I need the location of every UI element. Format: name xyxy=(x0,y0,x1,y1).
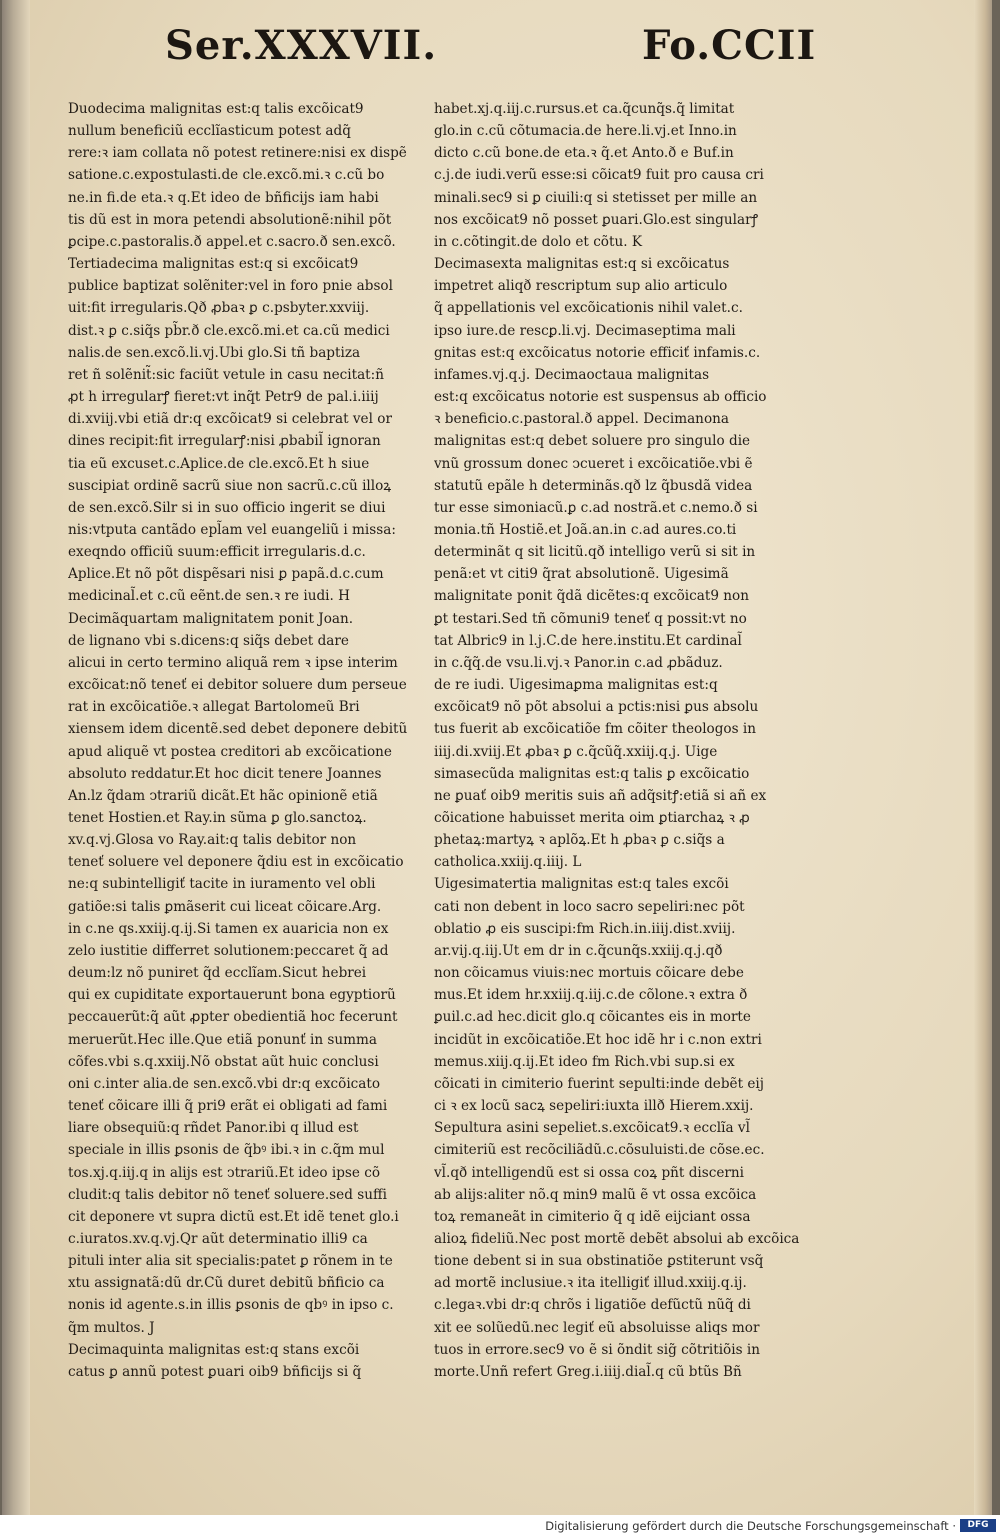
text-line: tenet Hostien.et Ray.in sũma ꝑ glo.sanctoꝝ. xyxy=(68,810,367,826)
digitization-footer xyxy=(0,1515,1000,1536)
text-line: nos excõicat9 nõ posset ꝑuari.Glo.est singularꝭ xyxy=(434,211,759,228)
running-head: Ser.XXXVII. xyxy=(165,22,438,69)
text-line: de lignano vbi s.dicens:q siq̃s debet dare xyxy=(68,632,349,649)
text-line: di.xviij.vbi etiã dr:q excõicat9 si celebrat vel or xyxy=(68,411,392,428)
text-line: de sen.excõ.Silr si in suo officio ingerit se diui xyxy=(68,499,386,516)
text-line: cõfes.vbi s.q.xxiij.Nõ obstat aũt huic conclusi xyxy=(68,1053,379,1070)
text-line: ne:q subintelligiť tacite in iuramento vel obli xyxy=(68,876,376,893)
text-line: Tertiadecima malignitas est:q si excõicat9 xyxy=(68,256,359,273)
text-line: tia eũ excuset.c.Aplice.de cle.excõ.Et h siue xyxy=(68,455,370,472)
text-line: publice baptizat solẽniter:vel in foro pnie absol xyxy=(68,278,393,295)
text-line: infames.vj.q.j. Decimaoctaua malignitas xyxy=(434,366,710,383)
text-line: c.j.de iudi.verũ esse:si cõicat9 fuit pro causa cri xyxy=(434,167,764,184)
text-line: malignitas est:q debet soluere pro singulo die xyxy=(434,433,751,450)
text-line: apud aliquẽ vt postea creditori ab excõicatione xyxy=(68,743,392,760)
text-line: memus.xiij.q.ij.Et ideo fm Rich.vbi sup.si ex xyxy=(434,1053,735,1070)
text-line: oni c.inter alia.de sen.excõ.vbi dr:q excõicato xyxy=(68,1075,381,1092)
text-line: ab alijs:aliter nõ.q min9 malũ ẽ vt ossa excõica xyxy=(434,1186,757,1203)
text-line: xiensem idem dicentẽ.sed debet deponere debitũ xyxy=(68,721,408,738)
book-page xyxy=(2,0,992,1515)
text-line: cati non debent in loco sacro sepeliri:nec põt xyxy=(434,898,745,915)
text-line: tuos in errore.sec9 vo ẽ si õndit sig̃ cõtritiõis in xyxy=(434,1341,760,1358)
text-line: monia.tñ Hostiẽ.et Joã.an.in c.ad aures.co.ti xyxy=(434,521,737,538)
text-line: tione debent si in sua obstinatiõe ꝑstiterunt vsq̃ xyxy=(434,1253,764,1270)
text-line: phetaꝝ:martyꝝ ꝛ aplõꝝ.Et h ꝓbaꝛ ꝑ c.siq̃s a xyxy=(434,832,725,849)
text-line: ipso iure.de rescꝑ.li.vj. Decimaseptima mali xyxy=(434,322,736,339)
binding-gutter xyxy=(2,0,30,1515)
text-line: simasecũda malignitas est:q talis ꝑ excõicatio xyxy=(434,765,750,782)
text-line: cimiteriũ est recõciliãdũ.c.cõsuluisti.de cõse.ec. xyxy=(434,1142,765,1159)
text-line: in c.q̃q̃.de vsu.li.vj.ꝛ Panor.in c.ad ꝓbãduz. xyxy=(434,654,723,671)
text-line: rat in excõicatiõe.ꝛ allegat Bartolomeũ Bri xyxy=(68,699,360,716)
text-line: excõicat:nõ teneť ei debitor soluere dum perseue xyxy=(68,677,407,694)
text-line: glo.in c.cũ cõtumacia.de here.li.vj.et Inno.in xyxy=(434,123,737,140)
text-line: ꝑuil.c.ad hec.dicit glo.q cõicantes eis in morte xyxy=(434,1009,751,1026)
text-line: dicto c.cũ bone.de eta.ꝛ q̃.et Anto.ð e Buf.in xyxy=(434,145,734,162)
text-line: non cõicamus viuis:nec mortuis cõicare debe xyxy=(434,965,744,982)
text-line: meruerũt.Hec ille.Que etiã ponunť in summa xyxy=(68,1031,378,1048)
text-line: excõicat9 nõ põt absolui a pctis:nisi ꝑus absolu xyxy=(434,699,759,716)
text-line: impetret aliqð rescriptum sup alio articulo xyxy=(434,278,728,295)
text-line: tos.xj.q.iij.q in alijs est ↄtrariũ.Et ideo ipse cõ xyxy=(68,1164,381,1181)
text-line: medicinal̃.et c.cũ eẽnt.de sen.ꝛ re iudi. H xyxy=(68,588,350,605)
text-line: qui ex cupiditate exportauerunt bona egyptiorũ xyxy=(68,987,396,1004)
text-line: nonis id agente.s.in illis ꝑsonis de qbꝰ in ipso c. xyxy=(68,1297,394,1314)
text-line: est:q excõicatus notorie est suspensus ab officio xyxy=(434,389,767,406)
text-line: minali.sec9 si ꝑ ciuili:q si stetisset per mille an xyxy=(434,189,758,206)
text-line: ad mortẽ inclusiue.ꝛ ita itelligiť illud.xxiij.q.ij. xyxy=(434,1275,747,1292)
text-line: cõicati in cimiterio fuerint sepulti:inde debẽt eij xyxy=(434,1075,764,1092)
text-line: cludit:q talis debitor nõ teneť soluere.sed suffi xyxy=(68,1186,387,1203)
text-line: Duodecima malignitas est:q talis excõicat9 xyxy=(68,101,364,117)
text-line: dines recipit:fit irregularꝭ:nisi ꝓbabil̃ ignoran xyxy=(68,433,381,450)
text-line: cit deponere vt supra dictũ est.Et idẽ tenet glo.i xyxy=(68,1208,399,1225)
right-text-column xyxy=(434,98,829,1383)
text-line: tis dũ est in mora petendi absolutionẽ:nihil põt xyxy=(68,211,392,228)
text-line: Aplice.Et nõ põt dispẽsari nisi ꝑ papã.d.c.cum xyxy=(68,566,384,583)
text-line: tus fuerit ab excõicatiõe fm cõiter theologos in xyxy=(434,721,757,738)
text-line: penã:et vt citi9 q̃rat absolutionẽ. Uigesimã xyxy=(434,566,729,583)
text-line: ꝛ beneficio.c.pastoral.ð appel. Decimanona xyxy=(434,411,729,428)
text-line: vl̃.qð intelligendũ est si ossa coꝝ pñt discerni xyxy=(434,1164,744,1181)
text-line: determinãt q sit licitũ.qð intelligo verũ si sit in xyxy=(434,544,756,561)
text-line: malignitate ponit q̃dã dicẽtes:q excõicat9 non xyxy=(434,588,749,605)
text-line: zelo iustitie differret solutionem:peccaret q̃ ad xyxy=(68,942,389,959)
text-line: q̃ appellationis vel excõicationis nihil valet.c. xyxy=(434,300,743,317)
text-line: liare obsequiũ:q rñdet Panor.ibi q illud est xyxy=(68,1120,359,1137)
text-line: xv.q.vj.Glosa vo Ray.ait:q talis debitor non xyxy=(68,832,357,849)
text-line: cõicatione habuisset merita oim ꝑtiarchaꝝ ꝛ ꝓ xyxy=(434,810,750,826)
text-line: ꝓt h irregularꝭ fieret:vt inq̃t Petr9 de pal.i.iiij xyxy=(68,389,379,406)
text-line: tur esse simoniacũ.ꝑ c.ad nostrã.et c.nemo.ð si xyxy=(434,499,758,516)
text-line: ar.vij.q.iij.Ut em dr in c.q̃cunq̃s.xxiij.q.j.qð xyxy=(434,942,723,959)
text-line: ret ñ solẽnit̃:sic faciũt vetule in casu necitat:ñ xyxy=(68,366,384,383)
text-line: speciale in illis ꝑsonis de q̃bꝰ ibi.ꝛ in c.q̃m mul xyxy=(68,1142,385,1159)
text-line: ci ꝛ ex locũ sacꝝ sepeliri:iuxta illð Hierem.xxij. xyxy=(434,1098,754,1115)
text-line: teneť cõicare illi q̃ pri9 erãt ei obligati ad fami xyxy=(68,1098,388,1115)
text-line: nis:vtputa cantãdo epl̃am vel euangeliũ i missa: xyxy=(68,521,396,538)
text-line: toꝝ remaneãt in cimiterio q̃ q idẽ eijciant ossa xyxy=(434,1208,751,1225)
text-line: Uigesimatertia malignitas est:q tales excõi xyxy=(434,876,729,893)
text-line: suscipiat ordinẽ sacrũ siue non sacrũ.c.cũ illoꝝ xyxy=(68,477,392,494)
text-line: c.iuratos.xv.q.vj.Qr aũt determinatio illi9 ca xyxy=(68,1230,368,1247)
text-line: xit ee solũedũ.nec legiť eũ absoluisse aliqs mor xyxy=(434,1319,760,1336)
text-line: in c.cõtingit.de dolo et cõtu. K xyxy=(434,233,643,250)
text-line: de re iudi. Uigesimaꝑma malignitas est:q xyxy=(434,677,718,694)
text-line: gnitas est:q excõicatus notorie efficiť infamis.c. xyxy=(434,344,761,361)
text-line: nalis.de sen.excõ.li.vj.Ubi glo.Si tñ baptiza xyxy=(68,344,361,361)
text-line: statutũ epãle h determinãs.qð lz q̃busdã videa xyxy=(434,477,753,494)
text-line: catus ꝑ annũ potest ꝑuari oib9 bñficijs si q̃ xyxy=(68,1363,362,1380)
text-line: teneť soluere vel deponere q̃diu est in excõicatio xyxy=(68,854,404,871)
text-line: tat Albric9 in l.j.C.de here.institu.Et cardinal̃ xyxy=(434,632,742,649)
text-line: iiij.di.xviij.Et ꝓbaꝛ ꝑ c.q̃cũq̃.xxiij.q.j. Uige xyxy=(434,743,718,760)
text-line: An.lz q̃dam ↄtrariũ dicãt.Et hãc opinionẽ etiã xyxy=(68,787,378,804)
text-line: oblatio ꝓ eis suscipi:fm Rich.in.iiij.dist.xviij. xyxy=(434,920,736,937)
text-line: c.legaꝛ.vbi dr:q chrõs i ligatiõe defũctũ nũq̃ di xyxy=(434,1297,751,1314)
text-line: ꝑt testari.Sed tñ cõmuni9 teneť q possit:vt no xyxy=(434,610,747,627)
text-line: Decimasexta malignitas est:q si excõicatus xyxy=(434,256,730,273)
text-line: ne.in fi.de eta.ꝛ q.Et ideo de bñficijs iam habi xyxy=(68,189,379,206)
text-line: alioꝝ fideliũ.Nec post mortẽ debẽt absolui ab excõica xyxy=(434,1230,800,1247)
text-line: absoluto reddatur.Et hoc dicit tenere Joannes xyxy=(68,765,382,782)
text-line: pituli inter alia sit specialis:patet ꝑ rõnem in te xyxy=(68,1253,393,1270)
text-line: mus.Et idem hr.xxiij.q.iij.c.de cõlone.ꝛ extra ð xyxy=(434,987,748,1004)
text-line: dist.ꝛ ꝑ c.siq̃s pb̃r.ð cle.excõ.mi.et ca.cũ medici xyxy=(68,322,390,339)
text-line: nullum beneficiũ ecclĩasticum potest adq̃ xyxy=(68,123,351,140)
funding-notice: Digitalisierung gefördert durch die Deutsche Forschungsgemeinschaft · xyxy=(545,1519,956,1533)
text-line: catholica.xxiij.q.iiij. L xyxy=(434,854,582,871)
text-line: ne ꝑuať oib9 meritis suis añ adq̃sitꝭ:etiã si añ ex xyxy=(434,787,767,804)
text-line: deum:lz nõ puniret q̃d ecclĩam.Sicut hebrei xyxy=(68,965,367,982)
text-line: satione.c.expostulasti.de cle.excõ.mi.ꝛ c.cũ bo xyxy=(68,167,385,184)
text-line: in c.ne qs.xxiij.q.ij.Si tamen ex auaricia non ex xyxy=(68,920,389,937)
text-line: habet.xj.q.iij.c.rursus.et ca.q̃cunq̃s.q̃ limitat xyxy=(434,101,735,117)
text-line: uit:fit irregularis.Qð ꝓbaꝛ ꝑ c.psbyter.xxviij. xyxy=(68,300,370,317)
text-line: q̃m multos. J xyxy=(68,1319,155,1336)
text-line: vnũ grossum donec ↄcueret i excõicatiõe.vbi ẽ xyxy=(434,455,753,472)
text-line: xtu assignatã:dũ dr.Cũ duret debitũ bñficio ca xyxy=(68,1275,385,1292)
folio-number: Fo.CCII xyxy=(642,22,817,69)
text-line: gatiõe:si talis ꝑmãserit cui liceat cõicare.Arg. xyxy=(68,898,382,915)
left-text-column xyxy=(68,98,438,1383)
dfg-logo: DFG xyxy=(960,1519,996,1532)
text-line: incidũt in excõicatiõe.Et hoc idẽ hr i c.non extri xyxy=(434,1031,762,1048)
text-line: alicui in certo termino aliquã rem ꝛ ipse interim xyxy=(68,654,398,671)
text-line: ꝑcipe.c.pastoralis.ð appel.et c.sacro.ð sen.excõ. xyxy=(68,233,396,250)
text-line: Sepultura asini sepeliet.s.excõicat9.ꝛ ecclĩa vl̃ xyxy=(434,1120,750,1137)
text-line: Decimãquartam malignitatem ponit Joan. xyxy=(68,610,354,627)
text-line: peccauerũt:q̃ aũt ꝓpter obedientiã hoc fecerunt xyxy=(68,1009,398,1026)
page-edge xyxy=(974,0,992,1515)
text-line: morte.Unñ refert Greg.i.iiij.dial̃.q cũ btũs Bñ xyxy=(434,1363,742,1380)
text-line: exeqndo officiũ suum:efficit irregularis.d.c. xyxy=(68,544,366,561)
text-line: Decimaquinta malignitas est:q stans excõi xyxy=(68,1341,360,1358)
text-line: rere:ꝛ iam collata nõ potest retinere:nisi ex dispẽ xyxy=(68,145,407,162)
